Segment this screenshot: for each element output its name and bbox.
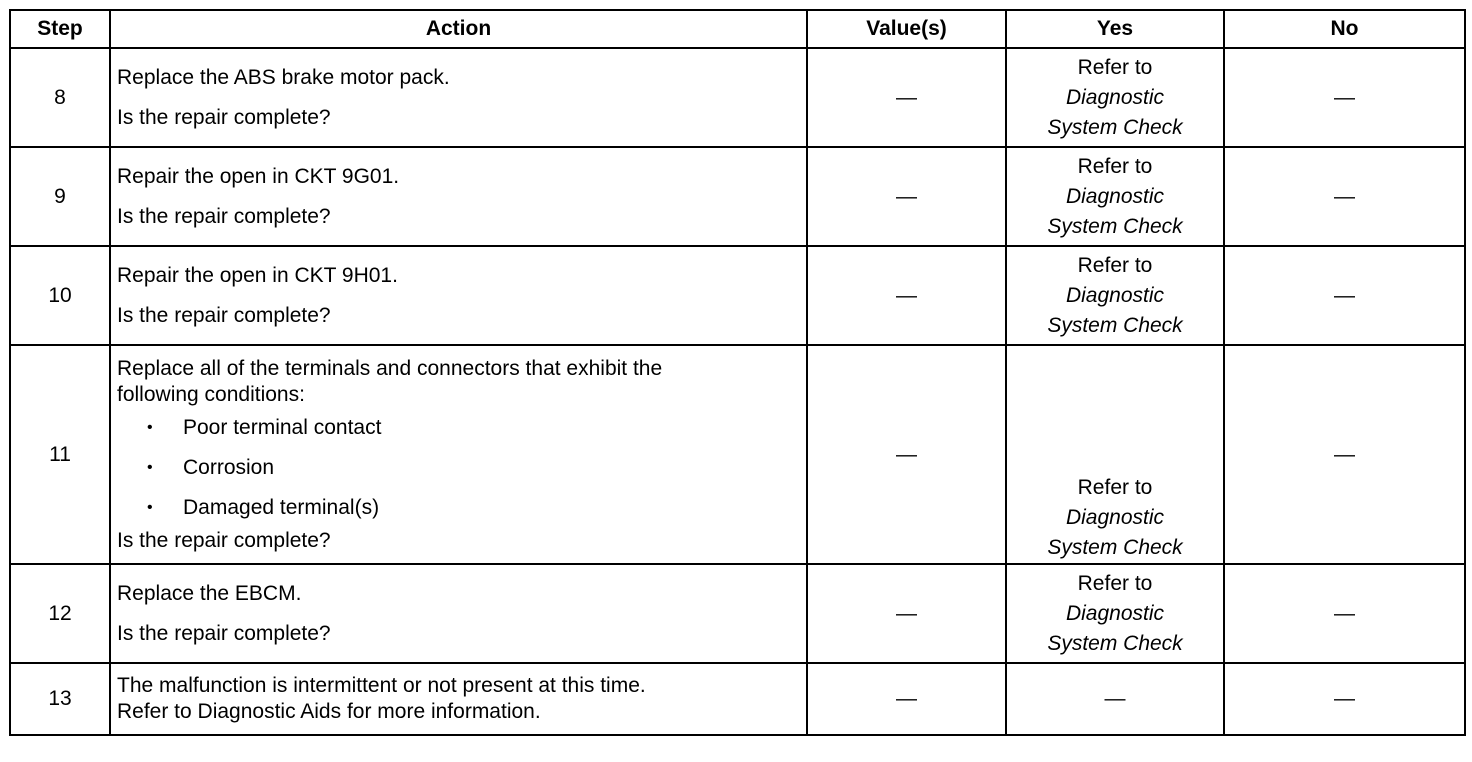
header-step: Step bbox=[10, 10, 110, 48]
list-item bbox=[117, 408, 800, 448]
header-row bbox=[10, 10, 1465, 48]
yes-link-diagnostic: Diagnostic bbox=[1065, 184, 1165, 208]
yes-refer: Refer to bbox=[1077, 476, 1153, 499]
bullet-icon: • bbox=[147, 498, 153, 516]
action-question: Is the repair complete? bbox=[117, 204, 331, 228]
action-cell bbox=[110, 564, 807, 663]
yes-cell: — bbox=[1006, 663, 1224, 735]
table-row bbox=[10, 246, 1465, 345]
action-question: Is the repair complete? bbox=[117, 528, 331, 552]
action-cell bbox=[110, 663, 807, 735]
action-cell bbox=[110, 246, 807, 345]
header-no: No bbox=[1224, 10, 1465, 48]
yes-refer: Refer to bbox=[1077, 253, 1153, 277]
action-text: Repair the open in CKT 9H01. bbox=[117, 263, 398, 287]
action-text: Repair the open in CKT 9G01. bbox=[117, 164, 400, 188]
step-number: 10 bbox=[10, 246, 110, 345]
condition-list bbox=[117, 408, 800, 528]
yes-cell bbox=[1006, 246, 1224, 345]
table-row bbox=[10, 663, 1465, 735]
yes-link-diagnostic: Diagnostic bbox=[1065, 283, 1165, 307]
yes-link-system-check: System Check bbox=[1047, 214, 1183, 238]
table-row bbox=[10, 147, 1465, 246]
list-item bbox=[117, 448, 800, 488]
value-cell: — bbox=[807, 246, 1006, 345]
header-yes: Yes bbox=[1006, 10, 1224, 48]
no-cell: — bbox=[1224, 246, 1465, 345]
yes-cell bbox=[1006, 345, 1224, 564]
yes-link-system-check: System Check bbox=[1047, 631, 1183, 655]
yes-refer: Refer to bbox=[1077, 571, 1153, 595]
yes-cell bbox=[1006, 48, 1224, 147]
value-cell: — bbox=[807, 564, 1006, 663]
table-row bbox=[10, 564, 1465, 663]
action-cell bbox=[110, 48, 807, 147]
action-text: Replace the ABS brake motor pack. bbox=[117, 65, 450, 89]
header-action: Action bbox=[110, 10, 807, 48]
step-number: 9 bbox=[10, 147, 110, 246]
yes-link-diagnostic: Diagnostic bbox=[1065, 601, 1165, 625]
value-cell: — bbox=[807, 663, 1006, 735]
bullet-icon: • bbox=[147, 458, 153, 476]
action-question: Is the repair complete? bbox=[117, 105, 331, 129]
yes-link-system-check: System Check bbox=[1047, 536, 1183, 559]
action-text: The malfunction is intermittent or not present at this time. bbox=[117, 674, 646, 697]
action-question: Is the repair complete? bbox=[117, 303, 331, 327]
table-row bbox=[10, 48, 1465, 147]
yes-link-diagnostic: Diagnostic bbox=[1065, 85, 1165, 109]
diagnostic-table bbox=[9, 9, 1466, 736]
yes-link-system-check: System Check bbox=[1047, 313, 1183, 337]
step-number: 8 bbox=[10, 48, 110, 147]
step-number: 12 bbox=[10, 564, 110, 663]
yes-link-system-check: System Check bbox=[1047, 115, 1183, 139]
value-cell: — bbox=[807, 147, 1006, 246]
table-row bbox=[10, 345, 1465, 564]
action-question: Is the repair complete? bbox=[117, 621, 331, 645]
no-cell: — bbox=[1224, 564, 1465, 663]
yes-refer: Refer to bbox=[1077, 154, 1153, 178]
action-text: Replace the EBCM. bbox=[117, 581, 302, 605]
yes-cell bbox=[1006, 147, 1224, 246]
list-item bbox=[117, 488, 800, 528]
step-number: 13 bbox=[10, 663, 110, 735]
action-text: Replace all of the terminals and connectors that exhibit the bbox=[117, 356, 663, 380]
no-cell: — bbox=[1224, 663, 1465, 735]
value-cell: — bbox=[807, 345, 1006, 564]
value-cell: — bbox=[807, 48, 1006, 147]
condition-text: Corrosion bbox=[183, 455, 275, 479]
no-cell: — bbox=[1224, 48, 1465, 147]
step-number: 11 bbox=[10, 345, 110, 564]
action-text: Refer to Diagnostic Aids for more information. bbox=[117, 700, 541, 723]
condition-text: Poor terminal contact bbox=[183, 415, 382, 439]
yes-refer: Refer to bbox=[1077, 55, 1153, 79]
action-cell bbox=[110, 345, 807, 564]
condition-text: Damaged terminal(s) bbox=[183, 495, 380, 519]
yes-cell bbox=[1006, 564, 1224, 663]
action-cell bbox=[110, 147, 807, 246]
bullet-icon: • bbox=[147, 418, 153, 436]
yes-link-diagnostic: Diagnostic bbox=[1065, 506, 1165, 529]
action-text: following conditions: bbox=[117, 382, 305, 406]
header-values: Value(s) bbox=[807, 10, 1006, 48]
no-cell: — bbox=[1224, 345, 1465, 564]
no-cell: — bbox=[1224, 147, 1465, 246]
